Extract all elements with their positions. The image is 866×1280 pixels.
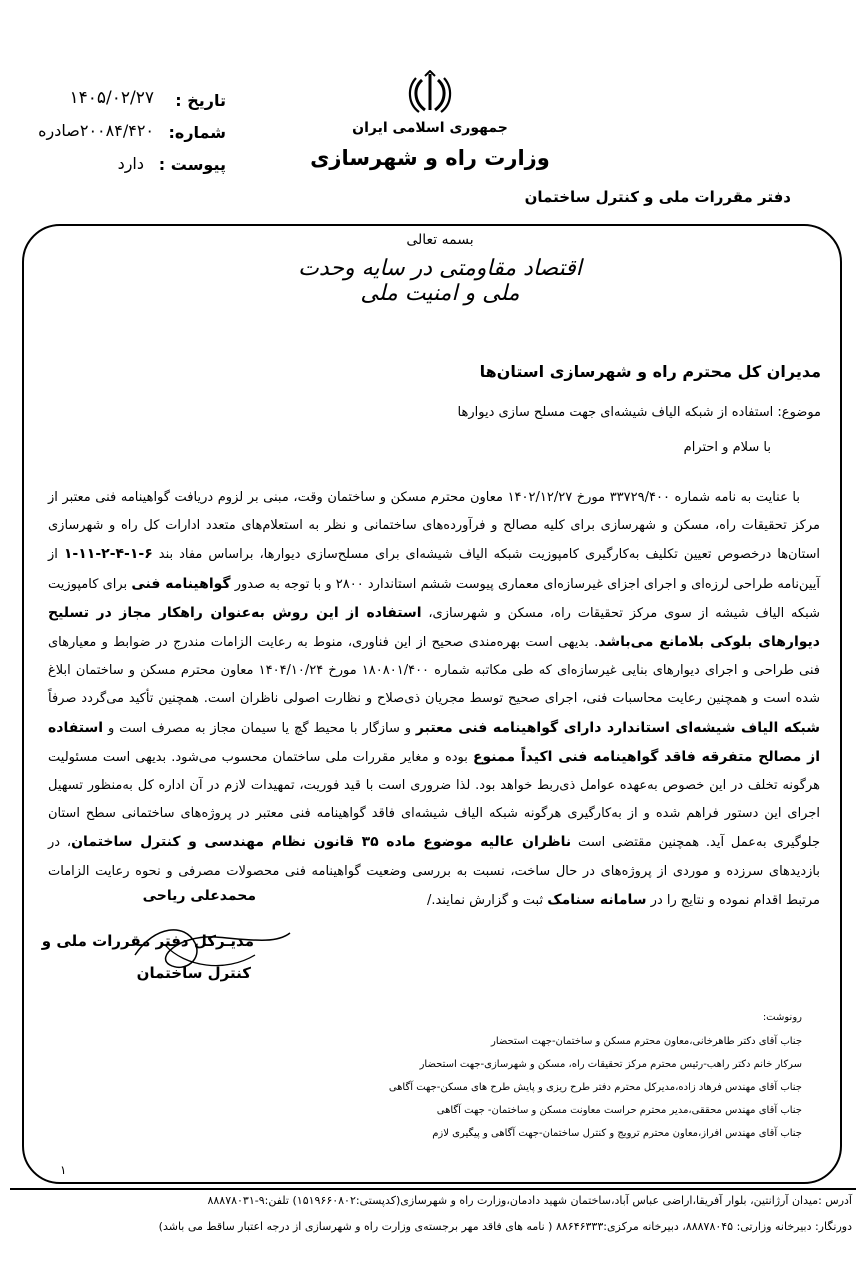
cc-item: جناب آقای مهندس فرهاد زاده،مدیرکل محترم دفتر طرح ریزی و پایش طرح های مسکن-جهت آگاهی xyxy=(388,1082,802,1093)
cc-item: سرکار خانم دکتر راهب-رئیس محترم مرکز تحقیقات راه، مسکن و شهرسازی-جهت استحضار xyxy=(419,1059,802,1070)
body-text: بوده و مغایر مقررات ملی ساختمان محسوب می‌شود. بدیهی است مسئولیت هرگونه تخلف در این خصوص به‌عهده عوامل ذی‌ربط خواهد بود. لذا ضروری است با قید فوریت، تمهیدات لازم در آن اداره کل به‌منظور تسهیل اجرای این دستور فراهم شده و از به‌کارگیری هرگونه شبکه الیاف شیشه‌ای فاقد گواهینامه فنی معتبر در پروژه‌های ساختمانی سطح استان جلوگیری به‌عمل آید. همچنین مقتضی است xyxy=(48,749,820,851)
body-emphasis: شبکه الیاف شیشه‌ای استاندارد دارای گواهینامه فنی معتبر xyxy=(415,719,820,736)
cc-item: جناب آقای مهندس افراز،معاون محترم ترویج و کنترل ساختمان-جهت آگاهی و پیگیری لازم xyxy=(432,1128,802,1139)
body-emphasis: ۶-۱-۴-۲-۱۱-۱ xyxy=(63,546,153,563)
letter-body xyxy=(48,484,820,915)
attachment-label: پیوست : xyxy=(158,155,226,174)
body-text: برای کامپوزیت شبکه الیاف شیشه از سوی مرکز تحقیقات راه، مسکن و شهرسازی، xyxy=(48,576,820,621)
cc-item: جناب آقای دکتر طاهرخانی،معاون محترم مسکن و ساختمان-جهت استحضار xyxy=(490,1036,802,1047)
signer-title-line2: کنترل ساختمان xyxy=(136,964,251,982)
body-emphasis: استفاده از این روش به‌عنوان راهکار مجاز در تسلیح دیوارهای بلوکی بلامانع می‌باشد xyxy=(48,604,820,651)
addressee: مدیران کل محترم راه و شهرسازی استان‌ها xyxy=(479,362,821,381)
cc-item: جناب آقای مهندس محققی،مدیر محترم حراست معاونت مسکن و ساختمان- جهت آگاهی xyxy=(436,1105,802,1116)
attachment-value: دارد xyxy=(117,154,144,173)
signer-name: محمدعلی ریاحی xyxy=(142,888,256,904)
motto: اقتصاد مقاومتی در سایه وحدت ملی و امنیت ملی xyxy=(298,256,582,306)
body-text: ثبت و گزارش نمایند./ xyxy=(427,892,548,908)
body-text: ، در بازدیدهای سرزده و موردی از پروژه‌های در حال ساخت، نسبت به بررسی وضعیت گواهینامه فنی محصولات مصرفی و نحوه رعایت الزامات مرتبط اقدام نموده و نتایج را در xyxy=(48,835,820,908)
body-text: از آیین‌نامه طراحی لرزه‌ای و اجرای اجزای غیرسازه‌ای معماری پیوست ششم استاندارد ۲۸۰۰ و با توجه به صدور xyxy=(48,547,820,592)
body-text: و سازگار با محیط گچ یا سیمان مجاز به مصرف است و xyxy=(103,720,416,736)
number-label: شماره: xyxy=(168,123,226,142)
cc-label: رونوشت: xyxy=(762,1012,802,1023)
besmellah: بسمه تعالی xyxy=(406,232,474,248)
body-text: با عنایت به نامه شماره ۳۳۷۲۹/۴۰۰ مورخ ۱۴۰۲/۱۲/۲۷ معاون محترم مسکن و ساختمان وقت، مبنی بر لزوم دریافت گواهینامه فنی معتبر از مرکز تحقیقات راه، مسکن و شهرسازی برای کلیه مصالح و فرآورده‌های ساختمانی و نظر به استعلام‌های متعدد ادارات کل راه و شهرسازی استان‌ها درخصوص تعیین تکلیف به‌کارگیری کامپوزیت شبکه الیاف شیشه‌ای برای مسلح‌سازی دیوارها، براساس مفاد بند xyxy=(48,490,820,563)
body-text: . بدیهی است بهره‌مندی صحیح از این فناوری، منوط به رعایت الزامات مندرج در ضوابط و معیارهای فنی طراحی و اجرای دیوارهای بنایی غیرسازه‌ای که طی مکاتبه شماره ۱۸۰۸۰۱/۴۰۰ مورخ ۱۴۰۴/۱۰/۲۴ معاون محترم مسکن و ساختمان ابلاغ شده است و همچنین رعایت محاسبات فنی، اجرای صحیح توسط مجریان ذی‌صلاح و نظارت اصولی ناظران است. همچنین تأکید می‌گردد صرفاً xyxy=(48,635,820,707)
subject-line: موضوع: استفاده از شبکه الیاف شیشه‌ای جهت مسلح سازی دیوارها xyxy=(457,405,821,420)
cc-list xyxy=(389,1030,802,1145)
page-number: ۱ xyxy=(60,1163,67,1177)
republic-name: جمهوری اسلامی ایران xyxy=(352,120,508,136)
number-value: ۲۰۰۸۴/۴۲۰صادره xyxy=(38,121,154,140)
footer-divider xyxy=(10,1188,856,1190)
body-emphasis: ناظران عالیه موضوع ماده ۳۵ قانون نظام مهندسی و کنترل ساختمان xyxy=(71,834,572,851)
date-label: تاریخ : xyxy=(175,91,226,110)
date-value: ۱۴۰۵/۰۲/۲۷ xyxy=(69,88,154,108)
body-emphasis: سامانه سنامک xyxy=(547,891,647,908)
signer-title-line1: مدیـرکل دفتر مقررات ملی و xyxy=(41,932,254,950)
iran-emblem-icon xyxy=(405,70,455,116)
body-emphasis: گواهینامه فنی xyxy=(131,575,231,592)
ministry-name: وزارت راه و شهرسازی xyxy=(310,146,550,170)
greeting: با سلام و احترام xyxy=(683,440,771,455)
footer-fax: دورنگار: دبیرخانه وزارتی: ۸۸۸۷۸۰۴۵، دبیرخانه مرکزی:۸۸۶۴۶۳۳۳ ( نامه های فاقد مهر برجسته‌ی وزارت راه و شهرسازی از درجه اعتبار ساقط می باشد) xyxy=(158,1220,852,1233)
footer-address: آدرس :میدان آرژانتین، بلوار آفریقا،اراضی عباس آباد،ساختمان شهید دادمان،وزارت راه و شهرسازی(کدپستی:۱۵۱۹۶۶۰۸۰۲) تلفن:۹-۸۸۸۷۸۰۳۱ xyxy=(207,1194,852,1207)
office-name: دفتر مقررات ملی و کنترل ساختمان xyxy=(524,188,791,206)
body-emphasis: استفاده از مصالح متفرقه فاقد گواهینامه فنی اکیداً ممنوع xyxy=(48,719,820,765)
